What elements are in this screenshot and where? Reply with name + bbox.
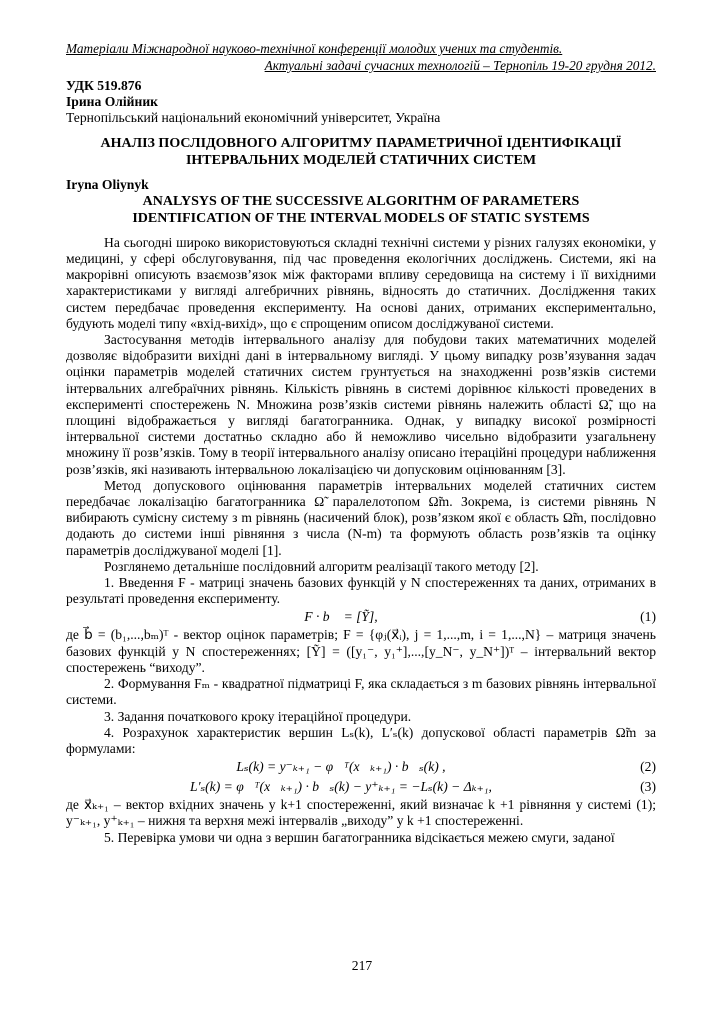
page-number: 217 <box>351 958 373 973</box>
conference-header-line2: Актуальні задачі сучасних технологій – Тернопіль 19-20 грудня 2012. <box>264 58 656 73</box>
equation-3-formula: L′ₛ(k) = φ⃗ᵀ(x⃗ₖ₊₁) · b⃗ₛ(k) − y⁺ₖ₊₁ = −Lₛ(k) − Δₖ₊₁, <box>190 779 492 795</box>
paragraph-interval-analysis: Застосування методів інтервального аналізу для побудови таких математичних моделей дозволяє відобразити вихідні дані в інтервальному вигляді. У цьому випадку розв’язування задач оцінки параметрів моделей статичних систем грунтується на знаходженні розв’язків системи інтервальних алгебраїчних рівнянь. Кількість рівнянь в системі дорівнює кількості проведених в експерименті спостережень N. Множина розв’язків системи рівнянь належить області Ω̃, що на площині відображається у вигляді багатогранника. Однак, у випадку високої розмірності інтервальної системи достатньо складно або й неможливо чисельно відобразити узагальнену множину її розв’язків. Тому в теорії інтервального аналізу описано ітераційні процедури наближення розв’язків, які називають інтервальною локалізацією чи допусковим оцінюванням [3]. <box>66 332 656 477</box>
equation-3-number: (3) <box>640 779 656 795</box>
paragraph-definitions: де b⃗ = (b₁,...,bₘ)ᵀ - вектор оцінок параметрів; F = {φⱼ(x⃗ᵢ), j = 1,...,m, i = 1,...,N} – матриця значень базових функцій у N спостереженнях; [Ỹ] = ([y₁⁻, y₁⁺],...,[y_N⁻, y_N⁺])ᵀ – інтервальний вектор спостережень “виходу”. <box>66 627 656 675</box>
udc-code: УДК 519.876 <box>66 78 142 93</box>
title-ua-line1: АНАЛІЗ ПОСЛІДОВНОГО АЛГОРИТМУ ПАРАМЕТРИЧНОЇ ІДЕНТИФІКАЦІЇ <box>100 135 622 151</box>
paper-page <box>66 40 656 846</box>
equation-2-number: (2) <box>640 759 656 775</box>
author-en: Iryna Oliynyk <box>66 176 149 192</box>
equation-2 <box>66 757 656 777</box>
equation-1-number: (1) <box>640 609 656 625</box>
paragraph-intro: На сьогодні широко використовуються складні технічні системи у різних галузях економіки, у медицині, у сфері обслуговування, під час проведення екологічних досліджень. Системи, які на макрорівні описують взаємозв’язок між факторами впливу середовища на систему і її вихідними характеристиками у вигляді алгебричних рівнянь, відносять до статичних. Дослідження таких систем передбачає проведення експерименту. На основі даних, отриманих експериментально, будують моделі типу «вхід-вихід», що є спрощеним описом досліджуваної системи. <box>66 234 656 331</box>
equation-3 <box>66 777 656 797</box>
equation-2-formula: Lₛ(k) = y⁻ₖ₊₁ − φ⃗ᵀ(x⃗ₖ₊₁) · b⃗ₛ(k) , <box>236 759 446 775</box>
step-4: 4. Розрахунок характеристик вершин Lₛ(k), L′ₛ(k) допускової області параметрів Ω̃m за формулами: <box>66 724 656 756</box>
title-en-line1: ANALYSYS OF THE SUCCESSIVE ALGORITHM OF PARAMETERS <box>142 193 580 209</box>
step-3: 3. Задання початкового кроку ітераційної процедури. <box>104 708 412 724</box>
paragraph-vector-definitions: де x⃗ₖ₊₁ – вектор вхідних значень у k+1 спостереженні, який визначає k +1 рівняння у системі (1); y⁻ₖ₊₁, y⁺ₖ₊₁ – нижня та верхня межі інтервалів „виходу” у k +1 спостереженні. <box>66 797 656 829</box>
title-ua-line2: ІНТЕРВАЛЬНИХ МОДЕЛЕЙ СТАТИЧНИХ СИСТЕМ <box>185 152 537 168</box>
step-5: 5. Перевірка умови чи одна з вершин багатогранника відсікається межею смуги, заданої <box>104 829 615 845</box>
paragraph-tolerance-method: Метод допускового оцінювання параметрів інтервальних моделей статичних систем передбачає локалізацію багатогранника Ω̃ паралелотопом Ω̃m. Зокрема, із системи рівнянь N вибирають сумісну систему з m рівнянь (насичений блок), розв’язком якої є область Ω̃m, послідовно додають до системи інші рівняння з числа (N-m) та формують область розв’язків та оцінку параметрів досліджуваної моделі [1]. <box>66 477 656 558</box>
title-en-line2: IDENTIFICATION OF THE INTERVAL MODELS OF STATIC SYSTEMS <box>132 210 590 226</box>
step-1: 1. Введення F - матриці значень базових функцій у N спостереженнях та даних, отриманих в результаті проведення експерименту. <box>66 575 656 607</box>
conference-header-line1: Матеріали Міжнародної науково-технічної конференції молодих учених та студентів. <box>66 41 563 56</box>
affiliation: Тернопільський національний економічний університет, Україна <box>66 110 441 126</box>
paragraph-algorithm-intro: Розглянемо детальніше послідовний алгоритм реалізації такого методу [2]. <box>104 558 539 574</box>
equation-1-formula: F · b⃗ = [Ỹ], <box>304 609 378 625</box>
step-2: 2. Формування Fₘ - квадратної підматриці F, яка складається з m базових рівнянь інтервальної системи. <box>66 676 656 708</box>
equation-1 <box>66 607 656 627</box>
author-ua: Ірина Олійник <box>66 94 159 110</box>
